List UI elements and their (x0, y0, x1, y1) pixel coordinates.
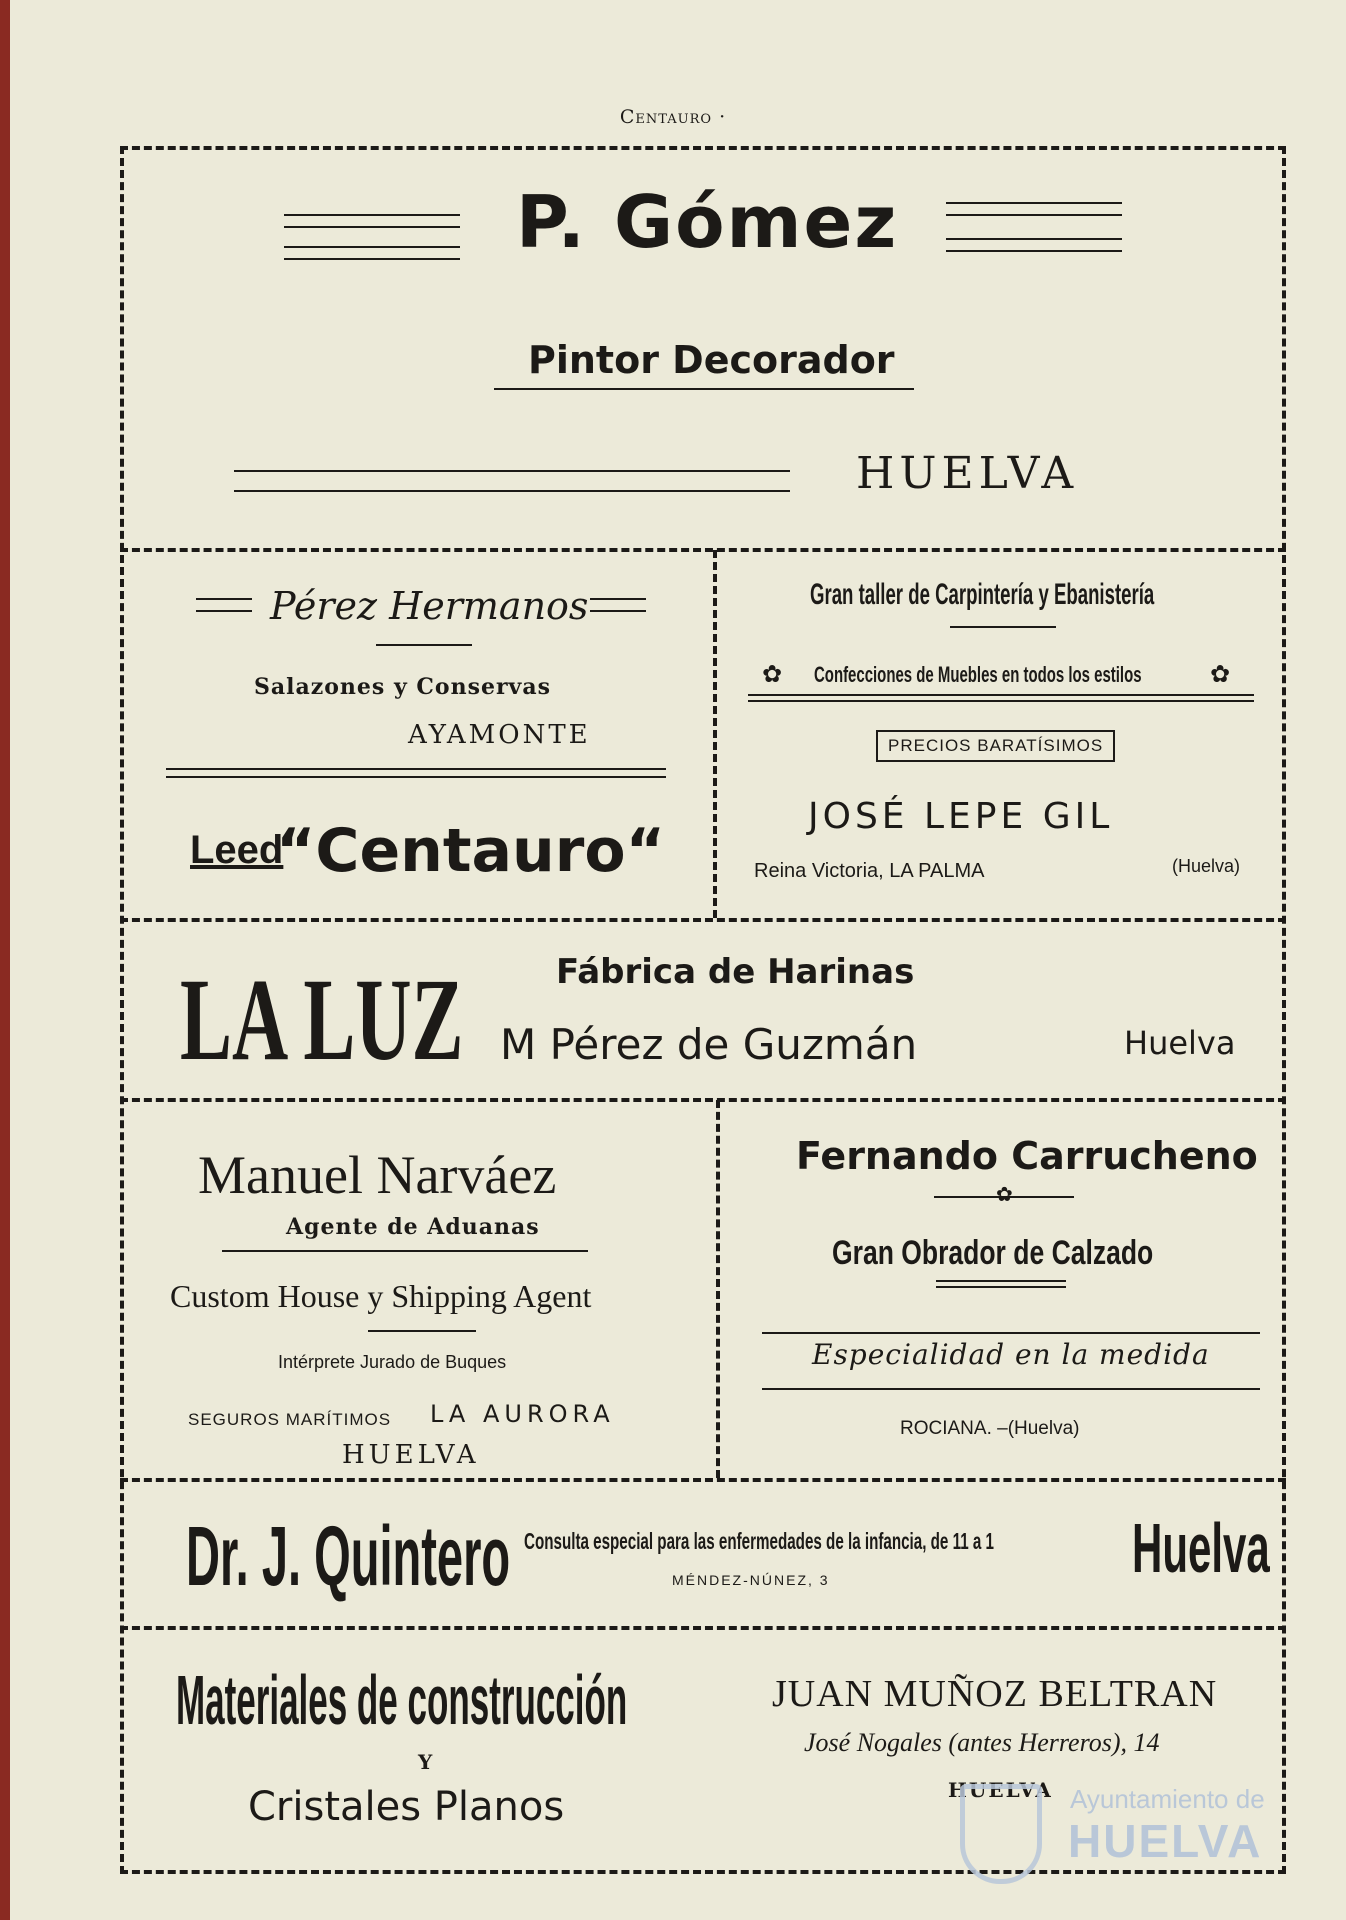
ornament-perez-right (590, 598, 646, 612)
laluz-owner: M Pérez de Guzmán (500, 1020, 918, 1069)
lepe-address: Reina Victoria, LA PALMA (754, 860, 985, 882)
ornament-left-top (284, 214, 460, 228)
narvaez-role: Agente de Aduanas (286, 1214, 540, 1240)
divider-v2 (716, 1100, 720, 1478)
narvaez-insurance-prefix: SEGUROS MARÍTIMOS (188, 1410, 392, 1429)
laluz-city: Huelva (1124, 1024, 1236, 1062)
gomez-city: HUELVA (856, 448, 1079, 499)
lepe-rule-1 (748, 694, 1254, 696)
divider-h2 (120, 918, 1286, 922)
narvaez-name: Manuel Narváez (198, 1145, 557, 1205)
lepe-rule-top (950, 626, 1056, 628)
ornament-perez-left (196, 598, 252, 612)
carrucheno-specialty: Especialidad en la medida (812, 1338, 1210, 1371)
carrucheno-business: Gran Obrador de Calzado (832, 1234, 1154, 1272)
gomez-rule (494, 388, 914, 390)
lepe-badge: PRECIOS BARATÍSIMOS (876, 730, 1115, 762)
watermark-line1: Ayuntamiento de (1070, 1784, 1265, 1814)
carrucheno-rule-1 (936, 1280, 1066, 1282)
divider-h3 (120, 1098, 1286, 1102)
gomez-rule-city-2 (234, 490, 790, 492)
watermark-line2: HUELVA (1068, 1815, 1263, 1867)
munoz-conj: Y (418, 1750, 433, 1774)
munoz-city: HUELVA (948, 1778, 1053, 1802)
ornament-right-top (946, 202, 1122, 216)
lepe-title: Gran taller de Carpintería y Ebanistería (810, 578, 1155, 611)
laluz-brand: LA LUZ (180, 954, 464, 1085)
lepe-rule-2 (748, 700, 1254, 702)
ornament-left-bottom (284, 246, 460, 260)
quintero-name: Dr. J. Quintero (186, 1509, 511, 1603)
laluz-business: Fábrica de Harinas (556, 952, 915, 992)
perez-rule (376, 644, 472, 646)
perez-name: Pérez Hermanos (270, 584, 589, 628)
perez-slogan-prefix: Leed (190, 828, 284, 872)
narvaez-city: HUELVA (342, 1440, 480, 1470)
lepe-subtitle: Confecciones de Muebles en todos los estilos (814, 662, 1142, 687)
carrucheno-rule-2 (936, 1286, 1066, 1288)
narvaez-rule-1 (222, 1250, 588, 1252)
shield-icon (960, 1784, 1042, 1884)
flower-icon-right: ✿ (1210, 660, 1231, 688)
gomez-profession: Pintor Decorador (528, 338, 895, 382)
quintero-city: Huelva (1132, 1509, 1270, 1587)
lepe-region: (Huelva) (1172, 856, 1241, 876)
quintero-consult: Consulta especial para las enfermedades de la infancia, de 11 a 1 (524, 1528, 994, 1554)
lepe-name: JOSÉ LEPE GIL (808, 796, 1114, 837)
divider-h1 (120, 548, 1286, 552)
ornament-perez-chain (166, 768, 666, 778)
carrucheno-city: ROCIANA. –(Huelva) (900, 1418, 1080, 1439)
munoz-line1: Materiales de construcción (176, 1661, 628, 1739)
ornament-right-bottom (946, 238, 1122, 252)
gomez-name: P. Gómez (516, 180, 899, 264)
perez-slogan: “Centauro“ (276, 816, 666, 886)
perez-business: Salazones y Conservas (254, 674, 551, 700)
watermark (960, 1780, 1290, 1890)
narvaez-role-en: Custom House y Shipping Agent (170, 1278, 592, 1314)
perez-city: AYAMONTE (408, 720, 591, 750)
munoz-name: JUAN MUÑOZ BELTRAN (772, 1673, 1218, 1715)
carrucheno-rule-3 (762, 1332, 1260, 1334)
divider-v1 (713, 550, 717, 918)
gomez-rule-city-1 (234, 470, 790, 472)
munoz-line2: Cristales Planos (248, 1784, 565, 1830)
munoz-address: José Nogales (antes Herreros), 14 (804, 1728, 1160, 1757)
quintero-address: MÉNDEZ-NÚNEZ, 3 (672, 1572, 830, 1588)
running-title: Centauro · (619, 106, 727, 128)
carrucheno-name: Fernando Carrucheno (796, 1134, 1258, 1178)
divider-h4 (120, 1478, 1286, 1482)
divider-h5 (120, 1626, 1286, 1630)
narvaez-interpreter: Intérprete Jurado de Buques (278, 1352, 507, 1372)
narvaez-rule-2 (368, 1330, 476, 1332)
narvaez-insurance-name: LA AURORA (430, 1400, 615, 1428)
carrucheno-rule-4 (762, 1388, 1260, 1390)
flower-icon-center: ✿ (996, 1182, 1013, 1206)
flower-icon-left: ✿ (762, 660, 783, 688)
